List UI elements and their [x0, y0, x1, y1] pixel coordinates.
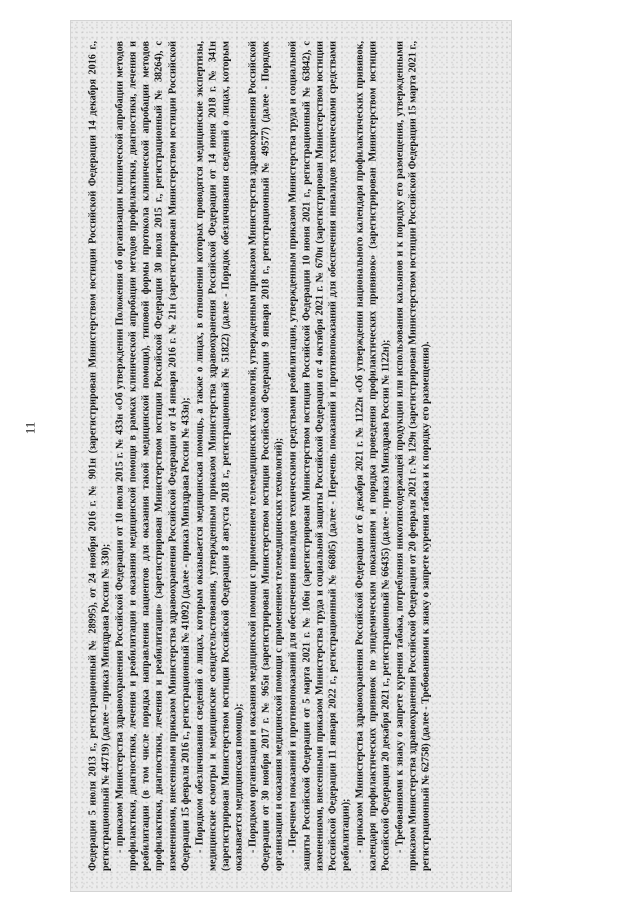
document-paragraph: - Требованиями к знаку о запрете курения табака, потребления никотинсодержащей продукции или использования кальянов и к порядку его размещения, утвержденными приказом Министерства здравоохранения Российской Федерации от 20 февраля 2021 г. № 129н (зарегистрирован Министерством юстиции Российской Федерации 15 марта 2021 г., регистрационный № 62758) (далее - Требованиями к знаку о запрете курения табака и к порядку его размещения). [394, 41, 432, 871]
page-number: 11 [22, 421, 38, 435]
rotated-document-text [79, 31, 504, 881]
document-paragraph: - Порядком обезличивания сведений о лицах, которым оказывается медицинская помощь, а также о лицах, в отношении которых проводятся медицинские экспертизы, медицинские осмотры и медицинские освидетельствования, утвержденным приказом Министерства здравоохранения Российской Федерации от 14 июня 2018 г. № 341н (зарегистрирован Министерством юстиции Российской Федерации 8 августа 2018 г., регистрационный № 51822) (далее - Порядок обезличивания сведений о лицах, которым оказывается медицинская помощь); [194, 41, 245, 871]
document-paragraph: Федерации 5 июля 2013 г., регистрационный № 28995), от 24 ноября 2016 г. № 901н (зарегистрирован Министерством юстиции Российской Федерации 14 декабря 2016 г., регистрационный № 44719) (далее – приказ Минздрава России № 330); [87, 41, 112, 871]
scanned-document-area [70, 20, 512, 892]
document-paragraph: - приказом Министерства здравоохранения Российской Федерации от 6 декабря 2021 г. № 1122н «Об утверждении национального календаря профилактических прививок, календаря профилактических прививок по эпидемическим показаниям и порядка проведения профилактических прививок» (зарегистрирован Министерством юстиции Российской Федерации 20 декабря 2021 г., регистрационный № 66435) (далее - приказ Минздрава России № 1122н); [354, 41, 392, 871]
document-paragraph: - Порядком организации и оказания медицинской помощи с применением телемедицинских технологий, утвержденным приказом Министерства здравоохранения Российской Федерации от 30 ноября 2017 г. № 965н (зарегистрирован Министерством юстиции Российской Федерации 9 января 2018 г., регистрационный № 49577) (далее - Порядок организации и оказания медицинской помощи с применением телемедицинских технологий); [247, 41, 285, 871]
document-paragraph: - Перечнем показаний и противопоказаний для обеспечения инвалидов техническими средствами реабилитации, утвержденным приказом Министерства труда и социальной защиты Российской Федерации от 5 марта 2021 г. № 106н (зарегистрирован Министерством юстиции Российской Федерации 10 июня 2021 г., регистрационный № 63842), с изменениями, внесенными приказом Министерства труда и социальной защиты Российской Федерации от 4 октября 2021 г. № 670н (зарегистрирован Министерством юстиции Российской Федерации 11 января 2022 г., регистрационный № 66805) (далее - Перечень показаний и противопоказаний для обеспечения инвалидов техническими средствами реабилитации); [287, 41, 352, 871]
document-paragraph: - приказом Министерства здравоохранения Российской Федерации от 10 июля 2015 г. № 433н «Об утверждении Положения об организации клинической апробации методов профилактики, диагностики, лечения и реабилитации и оказания медицинской помощи в рамках клинической апробации методов профилактики, диагностики, лечения и реабилитации (в том числе порядка направления пациентов для оказания такой медицинской помощи), типовой формы протокола клинической апробации методов профилактики, диагностики, лечения и реабилитации» (зарегистрирован Министерством юстиции Российской Федерации 30 июля 2015 г., регистрационный № 38264), с изменениями, внесенными приказом Министерства здравоохранения Российской Федерации от 14 января 2016 г. № 21н (зарегистрирован Министерством юстиции Российской Федерации 15 февраля 2016 г., регистрационный № 41092) (далее - приказ Минздрава России № 433н); [114, 41, 192, 871]
